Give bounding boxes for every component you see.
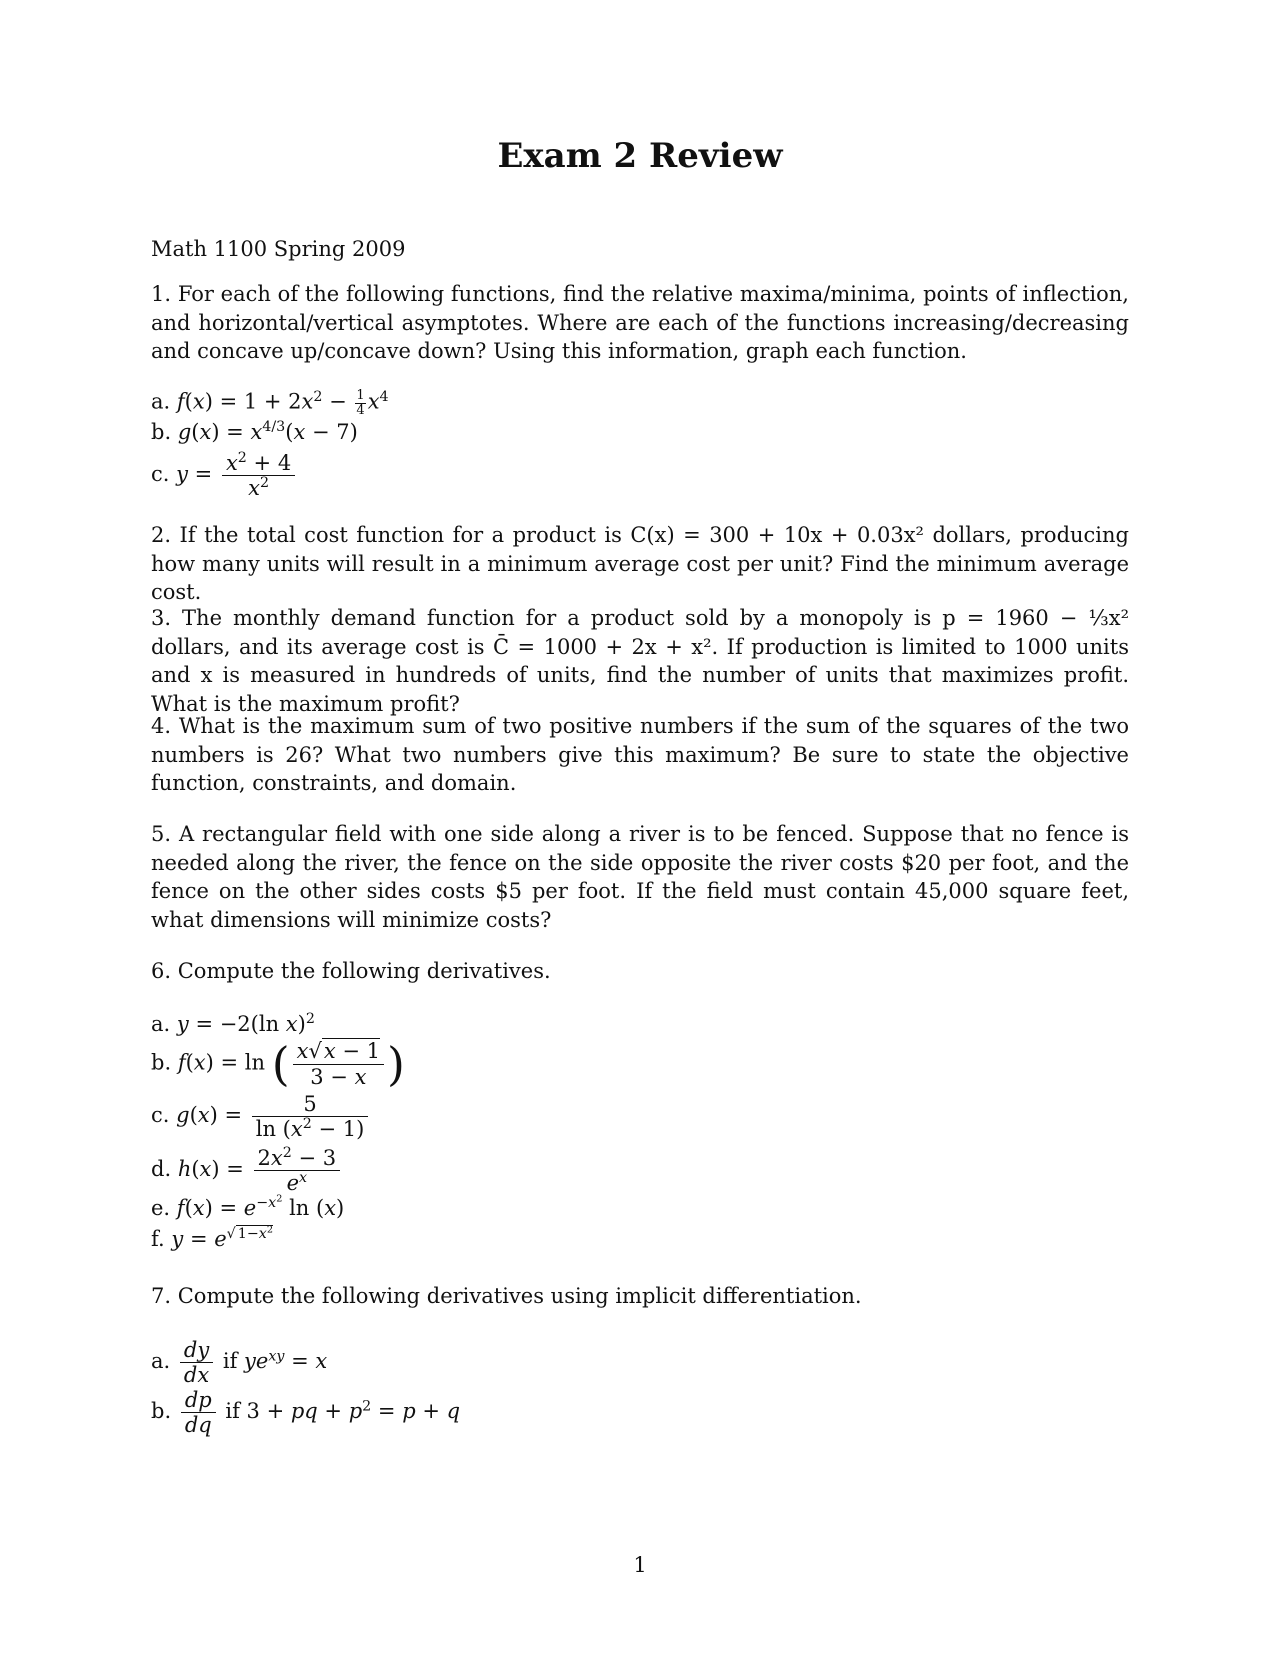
part-label: d. [151,1157,172,1182]
problem-text: A rectangular field with one side along a river is to be fenced. Suppose that no fence is needed along the river, the fence on the side opposite the river costs $20 per foot, and the fence on the other sides costs $5 per foot. If the field must contain 45,000 square feet, what dimensions will minimize costs? [151,822,1129,932]
problem-1-part-c: c. y = $\frac{x^2 + 4}{x^2}$ [151,451,298,500]
problem-6-part-c: c. g(x) = $\frac{5}{\ln (x^2 - 1)}$ [151,1092,371,1141]
problem-number: 1. [151,282,172,306]
problem-1-part-b: b. $g(x) = x^{4/3}(x - 7)$ [151,419,358,444]
problem-1 [151,280,1129,366]
page-number: 1 [633,1553,647,1577]
part-label: b. [151,1050,172,1075]
problem-7 [151,1282,1129,1311]
course-line: Math 1100 Spring 2009 [151,237,406,261]
problem-1-part-a: a. $f(x) = 1 + 2x^2$ − $\frac{1}{4}$ $x^4$ [151,388,389,418]
problem-text: Compute the following derivatives using implicit differentiation. [177,1284,862,1308]
problem-6-part-d: d. h(x) = $\frac{2x^2 - 3}{e^x}$ [151,1146,343,1195]
problem-text: The monthly demand function for a product sold by a monopoly is p = 1960 − ⅓x² dollars, and its average cost is C̄ = 1000 + 2x + x². If production is limited to 1000 units and x is measured in hundreds of units, find the number of units that maximizes profit. What is the maximum profit? [151,606,1129,716]
problem-number: 2. [151,523,172,547]
problem-6-part-f: f. $y = e^{√ 1-x^2}$ [151,1224,274,1251]
problem-2 [151,521,1129,607]
problem-number: 6. [151,959,172,983]
problem-number: 5. [151,822,172,846]
problem-7-part-b: b. $\frac{dp}{dq}$ if 3 + pq + $p^2 = p + q$ [151,1388,461,1438]
problem-4 [151,712,1129,798]
part-label: e. [151,1196,171,1220]
part-label: b. [151,1399,172,1424]
problem-number: 3. [151,606,172,630]
part-label: c. [151,462,170,487]
problem-6-part-e: e. $f(x) = e^{-x^2}$ ln (x) [151,1193,345,1220]
problem-3 [151,604,1129,718]
problem-text: For each of the following functions, find the relative maxima/minima, points of inflection, and horizontal/vertical asymptotes. Where are each of the functions increasing/decreasing and concave up/concave down? Using this information, graph each function. [151,282,1129,363]
problem-5 [151,820,1129,934]
problem-number: 7. [151,1284,172,1308]
page-title: Exam 2 Review [497,136,783,176]
part-label: a. [151,389,171,414]
problem-text: What is the maximum sum of two positive numbers if the sum of the squares of the two numbers is 26? What two numbers give this maximum? Be sure to state the objective function, constraints, and domain. [151,714,1129,795]
part-label: b. [151,420,172,444]
problem-6-part-b: b. f(x) = ln ( $\frac{x√x - 1}{3 - x}$ ) [151,1037,405,1091]
problem-text: If the total cost function for a product is C(x) = 300 + 10x + 0.03x² dollars, producing how many units will result in a minimum average cost per unit? Find the minimum average cost. [151,523,1129,604]
part-label: a. [151,1349,171,1374]
problem-text: Compute the following derivatives. [177,959,551,983]
problem-6 [151,957,1129,986]
part-label: a. [151,1012,171,1036]
problem-number: 4. [151,714,172,738]
part-label: c. [151,1103,170,1128]
part-label: f. [151,1227,165,1251]
problem-6-part-a: a. y = −2(ln x)$^2$ [151,1011,315,1036]
problem-7-part-a: a. $\frac{dy}{dx}$ if $ye^{xy} = x$ [151,1338,328,1388]
